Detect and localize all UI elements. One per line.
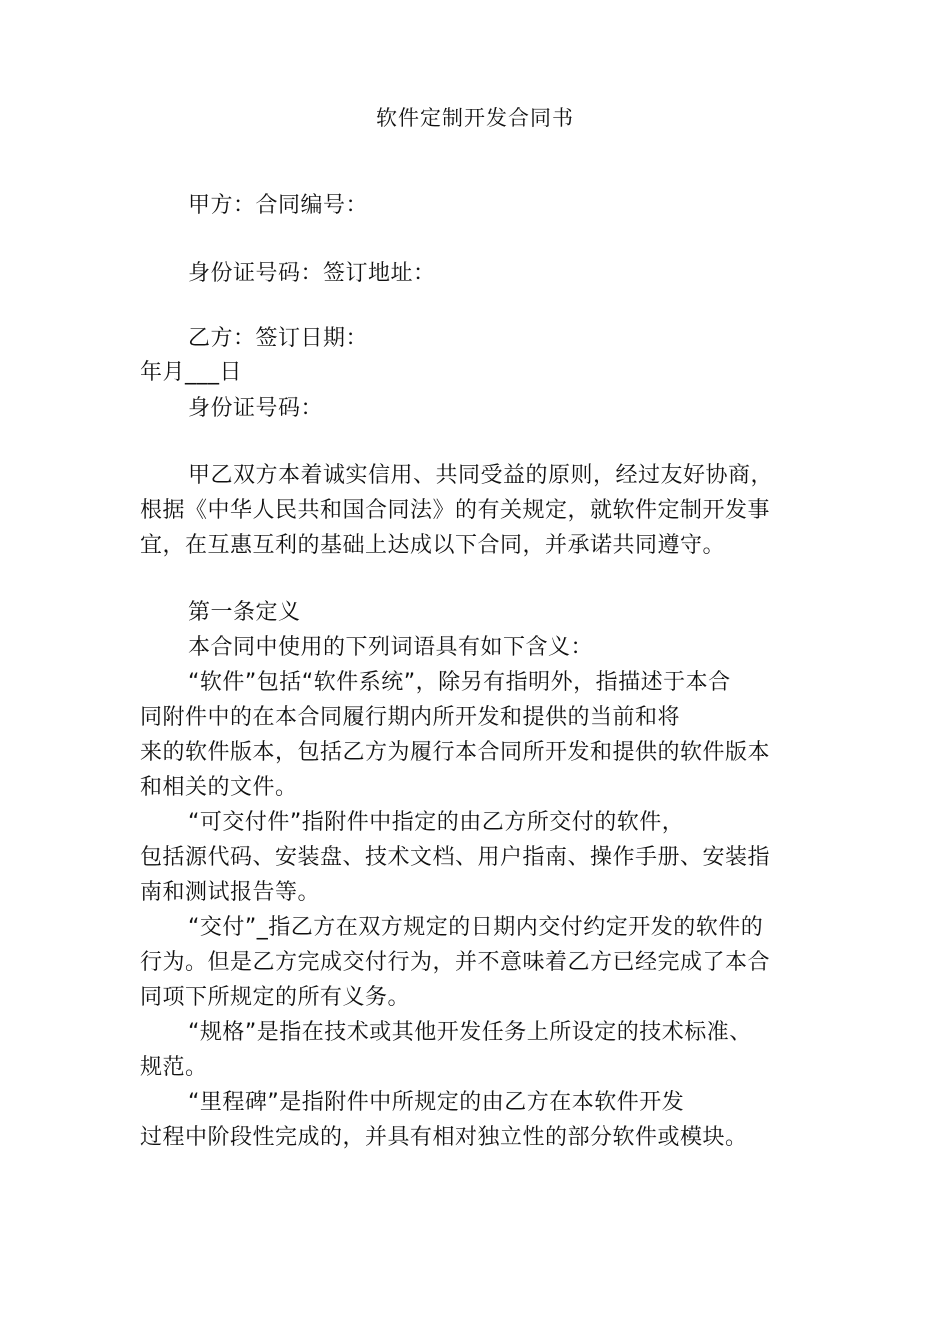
party-a-id-line: 身份证号码：签订地址： <box>188 261 436 286</box>
preamble-line: 宜，在互惠互利的基础上达成以下合同，并承诺共同遵守。 <box>140 533 726 558</box>
definition-line: “规格”是指在技术或其他开发任务上所设定的技术标准、 <box>188 1020 752 1045</box>
definition-line: 行为。但是乙方完成交付行为，并不意味着乙方已经完成了本合 <box>140 950 771 975</box>
definition-line: 规范。 <box>140 1055 208 1080</box>
definition-line: 南和测试报告等。 <box>140 880 321 905</box>
definition-line: “交付”_指乙方在双方规定的日期内交付约定开发的软件的 <box>188 915 764 940</box>
party-b-id-line: 身份证号码： <box>188 396 324 421</box>
article-intro: 本合同中使用的下列词语具有如下含义： <box>188 635 594 660</box>
preamble-line: 根据《中华人民共和国合同法》的有关规定，就软件定制开发事 <box>140 498 771 523</box>
definition-line: 过程中阶段性完成的，并具有相对独立性的部分软件或模块。 <box>140 1125 748 1150</box>
preamble-line: 甲乙双方本着诚实信用、共同受益的原则，经过友好协商， <box>188 463 774 488</box>
definition-line: 同项下所规定的所有义务。 <box>140 985 411 1010</box>
definition-line: “可交付件”指附件中指定的由乙方所交付的软件， <box>188 810 685 835</box>
definition-line: 和相关的文件。 <box>140 775 298 800</box>
definition-line: 同附件中的在本合同履行期内所开发和提供的当前和将 <box>140 705 681 730</box>
party-a-line: 甲方：合同编号： <box>188 193 369 218</box>
definition-line: 来的软件版本，包括乙方为履行本合同所开发和提供的软件版本 <box>140 740 771 765</box>
definition-line: “软件”包括“软件系统”，除另有指明外，指描述于本合 <box>188 670 731 695</box>
date-line: 年月___日 <box>140 360 243 385</box>
article-heading: 第一条定义 <box>188 600 301 625</box>
document-title: 软件定制开发合同书 <box>376 106 574 130</box>
definition-line: 包括源代码、安装盘、技术文档、用户指南、操作手册、安装指 <box>140 845 771 870</box>
party-b-line: 乙方：签订日期： <box>188 326 369 351</box>
definition-line: “里程碑”是指附件中所规定的由乙方在本软件开发 <box>188 1090 685 1115</box>
